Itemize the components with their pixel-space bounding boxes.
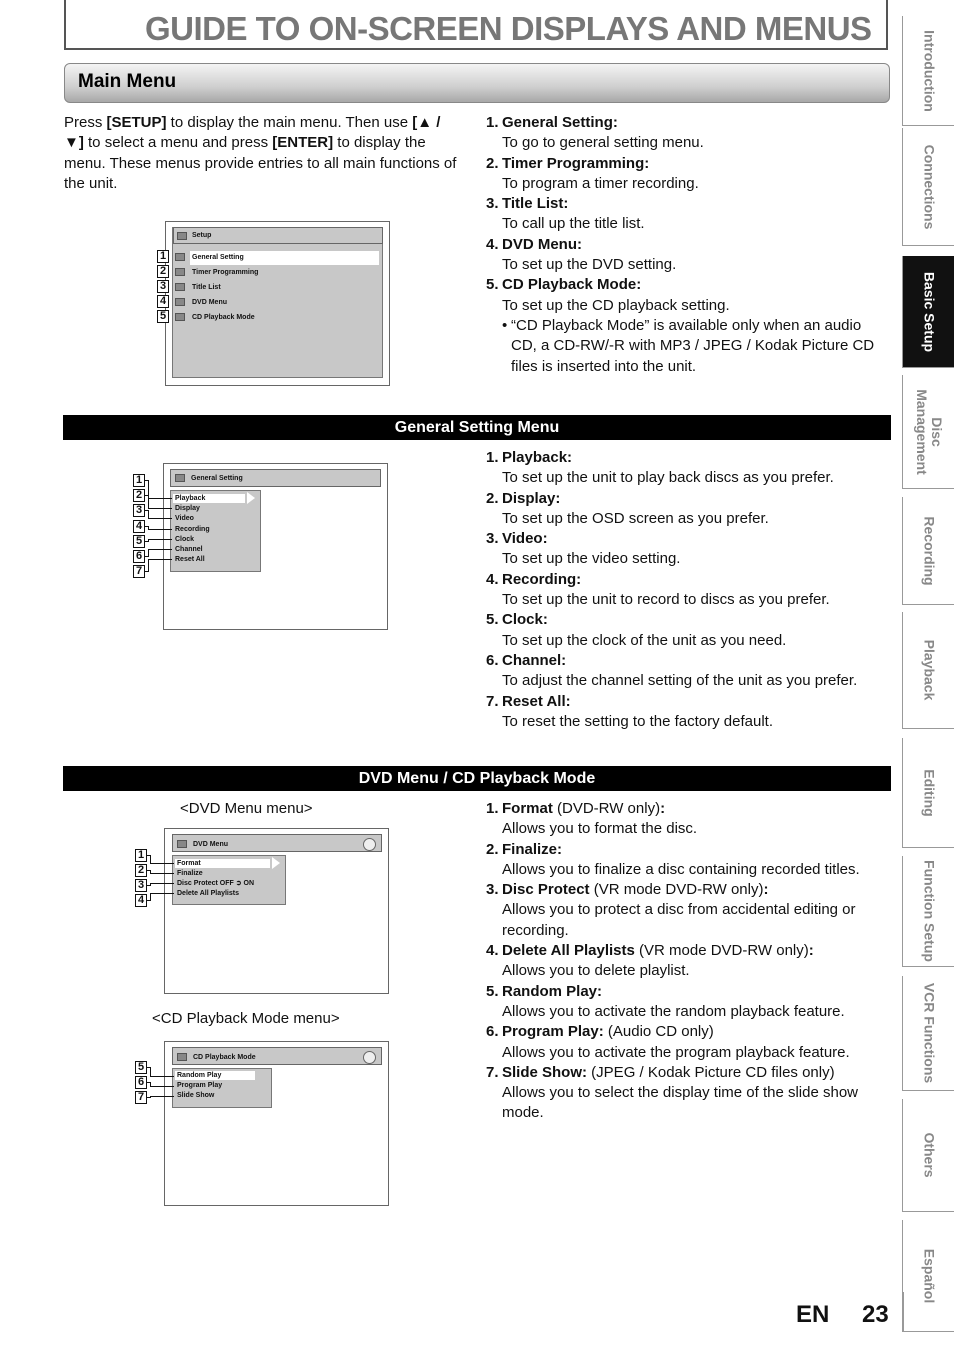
list-item-description: Allows you to format the disc. <box>502 820 698 838</box>
list-item-heading: Program Play: <box>502 1023 604 1041</box>
list-item-number: 5. <box>486 611 499 629</box>
list-item-heading: Title List: <box>502 195 569 213</box>
list-item-description: To set up the unit to record to discs as you prefer. <box>502 591 830 609</box>
list-item-note: (JPEG / Kodak Picture CD files only) <box>587 1063 835 1081</box>
list-item-heading: Slide Show: <box>502 1063 588 1081</box>
intro-text-segment: to select a menu and press <box>83 134 273 152</box>
side-tab-label: Disc Management <box>913 388 945 475</box>
screen-menu-item <box>173 535 245 544</box>
list-item-heading: Delete All Playlists <box>502 942 635 960</box>
side-tab-label: Connections <box>921 144 937 229</box>
setup-screen-title: Setup <box>192 232 212 239</box>
intro-text-segment: [▲ / ▼] <box>64 114 441 152</box>
list-item-description: To program a timer recording. <box>502 174 699 192</box>
callout-leader-line <box>150 1076 174 1077</box>
list-item <box>486 194 886 235</box>
list-item-heading: Recording: <box>502 570 582 588</box>
side-tab-label: Function Setup <box>921 860 937 962</box>
callout-number: 5 <box>135 1061 147 1074</box>
list-item <box>486 570 886 611</box>
list-item <box>486 529 886 570</box>
screen-menu-item <box>173 504 245 513</box>
dvd-cd-heading: DVD Menu / CD Playback Mode <box>63 766 891 791</box>
callout-leader-line <box>148 498 172 499</box>
list-item-heading: Format <box>502 800 553 817</box>
side-tab-label: Others <box>921 1132 937 1178</box>
list-item-heading: CD Playback Mode: <box>502 276 642 294</box>
list-item-number: 2. <box>486 154 499 172</box>
callout-leader-line <box>150 863 174 864</box>
callout-leader-line <box>148 549 172 550</box>
list-item-heading: Video: <box>502 530 548 548</box>
screen-menu-item-label: Delete All Playlists <box>177 890 239 897</box>
general-setting-heading: General Setting Menu <box>63 415 891 440</box>
callout-number: 4 <box>157 295 169 308</box>
list-item <box>486 840 886 881</box>
callout-leader-line <box>148 529 172 530</box>
callout-number: 2 <box>133 489 145 502</box>
side-tab-label: Editing <box>921 768 937 817</box>
list-note <box>486 316 886 377</box>
list-item-note: (Audio CD only) <box>603 1023 714 1041</box>
screen-menu-item-label: General Setting <box>192 254 244 261</box>
list-item-number: 5. <box>486 982 499 1000</box>
side-tab-label: VCR Functions <box>921 982 937 1084</box>
list-item <box>486 610 886 651</box>
intro-text-segment: to display the main menu. Then use <box>166 114 413 131</box>
list-item-heading: Channel: <box>502 651 567 669</box>
screen-menu-item-label: DVD Menu <box>192 299 227 306</box>
list-item-description: Allows you to finalize a disc containing recorded titles. <box>502 860 860 878</box>
menu-item-icon <box>175 283 185 291</box>
list-item-heading: Reset All: <box>502 692 571 710</box>
callout-number: 1 <box>133 474 145 487</box>
side-tab[interactable] <box>902 16 954 126</box>
callout-leader-line <box>148 526 149 530</box>
list-item-description: To set up the DVD setting. <box>502 256 677 274</box>
callout-number: 1 <box>157 250 169 263</box>
callout-leader-line <box>148 539 149 542</box>
cd-playback-screen <box>164 1041 389 1206</box>
screen-menu-item-label: Timer Programming <box>192 269 259 276</box>
list-item-number: 1. <box>486 800 499 817</box>
list-item-note: (DVD-RW only) <box>552 800 661 817</box>
list-item-number: 1. <box>486 114 499 131</box>
screen-menu-item <box>173 555 245 564</box>
callout-number: 4 <box>133 520 145 533</box>
callout-number: 3 <box>135 879 147 892</box>
list-item-description: To call up the title list. <box>502 215 645 233</box>
screen-menu-item-label: Display <box>175 505 200 513</box>
screen-menu-item-label: CD Playback Mode <box>192 314 255 321</box>
list-item-description: To set up the clock of the unit as you need. <box>502 631 787 649</box>
list-item-number: 2. <box>486 840 499 858</box>
callout-leader-line <box>150 883 151 886</box>
screen-menu-item-label: Clock <box>175 535 195 543</box>
intro-text-segment: Press <box>64 114 107 131</box>
list-item-heading: Disc Protect <box>502 881 590 899</box>
disc-icon <box>363 838 376 851</box>
screen-menu-item-label: Recording <box>175 525 210 533</box>
list-item-description: Allows you to activate the program playback feature. <box>502 1043 850 1061</box>
callout-leader-line <box>150 855 151 864</box>
side-tab[interactable] <box>902 856 954 967</box>
screen-menu-item-label: Video <box>175 515 194 523</box>
list-item <box>486 1063 886 1124</box>
setup-screen <box>165 221 390 386</box>
list-item <box>486 1022 886 1063</box>
side-tab[interactable] <box>902 375 954 489</box>
menu-item-icon <box>175 268 185 276</box>
callout-leader-line <box>148 495 149 509</box>
side-tab-label: Recording <box>921 515 937 586</box>
screen-menu-item <box>175 879 270 888</box>
list-item <box>486 651 886 692</box>
screen-menu-item-label: Channel <box>175 546 203 553</box>
callout-leader-line <box>148 549 149 557</box>
menu-item-icon <box>175 253 185 261</box>
screen-menu-item <box>175 869 270 878</box>
callout-leader-line <box>148 508 172 509</box>
page-number: 23 <box>862 1301 889 1328</box>
list-item-number: 3. <box>486 881 499 899</box>
screen-menu-item-label: Program Play <box>177 1082 223 1089</box>
list-item <box>486 982 886 1023</box>
list-item-colon: : <box>660 800 666 817</box>
submenu-arrow-icon <box>272 857 280 869</box>
side-tab-label: Playback <box>921 639 937 701</box>
callout-number: 6 <box>135 1076 147 1089</box>
list-item-number: 3. <box>486 195 499 213</box>
list-item-description: To set up the video setting. <box>502 550 681 568</box>
callout-leader-line <box>150 1086 174 1087</box>
list-item-number: 3. <box>486 530 499 548</box>
list-item-description: To set up the CD playback setting. <box>502 296 730 314</box>
callout-leader-line <box>150 1096 151 1098</box>
callout-number: 1 <box>135 849 147 862</box>
screen-menu-item-label: Finalize <box>177 870 203 877</box>
list-item-description: Allows you to activate the random playback feature. <box>502 1002 845 1020</box>
callout-leader-line <box>148 510 149 519</box>
callout-leader-line <box>150 893 151 901</box>
list-item-heading: Clock: <box>502 611 548 629</box>
list-item <box>486 235 886 276</box>
list-item-colon: : <box>763 881 769 899</box>
list-item-number: 4. <box>486 570 499 588</box>
list-item-heading: Timer Programming: <box>502 154 650 172</box>
cd-icon <box>177 1053 187 1061</box>
side-tab[interactable] <box>902 128 954 246</box>
main-menu-list <box>486 113 886 377</box>
screen-menu-item <box>175 1081 255 1090</box>
screen-menu-item <box>175 859 270 868</box>
main-menu-heading: Main Menu <box>78 71 177 92</box>
screen-menu-item <box>175 889 270 898</box>
wrench-icon <box>175 474 185 482</box>
callout-leader-line <box>150 1096 174 1097</box>
callout-leader-line <box>148 559 172 560</box>
callout-number: 2 <box>135 864 147 877</box>
list-item <box>486 113 886 154</box>
callout-number: 7 <box>135 1091 147 1104</box>
screen-menu-item-label: Playback <box>175 495 206 502</box>
list-item-number: 7. <box>486 692 499 710</box>
list-item-description: Allows you to protect a disc from accidental editing or recording. <box>502 901 856 939</box>
main-menu-header-bar <box>64 63 890 103</box>
disc-icon <box>363 1051 376 1064</box>
callout-number: 5 <box>133 535 145 548</box>
list-item-number: 1. <box>486 449 499 466</box>
dvd-menu-caption: <DVD Menu menu> <box>180 800 313 817</box>
list-item-heading: Finalize: <box>502 840 563 858</box>
list-item-heading: General Setting: <box>502 114 618 131</box>
side-tab-label: Español <box>921 1248 937 1303</box>
side-tab-label: Basic Setup <box>921 271 937 352</box>
side-tab[interactable] <box>902 612 954 729</box>
screen-menu-item-label: Disc Protect OFF ➲ ON <box>177 880 255 887</box>
side-tab[interactable] <box>902 976 954 1091</box>
list-item-number: 7. <box>486 1063 499 1081</box>
list-item-heading: Playback: <box>502 449 573 466</box>
menu-item-icon <box>175 298 185 306</box>
callout-number: 4 <box>135 894 147 907</box>
screen-menu-item-label: Reset All <box>175 556 205 564</box>
general-setting-screen-title: General Setting <box>191 475 243 482</box>
callout-leader-line <box>150 873 174 874</box>
side-tab-label: Introduction <box>921 29 937 112</box>
callout-number: 6 <box>133 550 145 563</box>
callout-leader-line <box>148 518 172 519</box>
list-item <box>486 489 886 530</box>
callout-leader-line <box>150 883 174 884</box>
list-item <box>486 154 886 195</box>
list-item-number: 4. <box>486 235 499 253</box>
main-menu-intro <box>64 113 464 194</box>
callout-number: 2 <box>157 265 169 278</box>
list-item-heading: Display: <box>502 489 561 507</box>
list-item-description: To set up the OSD screen as you prefer. <box>502 509 769 527</box>
callout-number: 3 <box>133 504 145 517</box>
side-tab[interactable] <box>902 1099 954 1212</box>
screen-menu-item <box>190 281 379 295</box>
side-tab[interactable] <box>902 497 954 605</box>
list-item-heading: Random Play: <box>502 982 603 1000</box>
screen-menu-item-label: Title List <box>192 284 221 291</box>
screen-menu-item <box>175 1091 255 1100</box>
callout-leader-line <box>150 1067 151 1077</box>
callout-number: 7 <box>133 565 145 578</box>
list-item-note: (VR mode DVD-RW only) <box>589 881 764 899</box>
side-tab[interactable] <box>902 738 954 848</box>
list-item-number: 6. <box>486 1023 499 1041</box>
callout-leader-line <box>148 539 172 540</box>
list-item <box>486 880 886 941</box>
side-tab[interactable] <box>902 256 954 368</box>
submenu-arrow-icon <box>247 492 255 504</box>
list-item <box>486 799 886 840</box>
general-setting-screen <box>163 463 388 630</box>
screen-menu-item <box>190 266 379 280</box>
list-item-colon: : <box>808 942 814 960</box>
list-item-number: 2. <box>486 489 499 507</box>
list-item-number: 6. <box>486 651 499 669</box>
list-item-note: (VR mode DVD-RW only) <box>634 942 809 960</box>
list-item-description: To reset the setting to the factory default. <box>502 712 773 730</box>
screen-menu-item <box>173 494 245 503</box>
general-setting-list <box>486 448 886 732</box>
list-item <box>486 941 886 982</box>
list-item <box>486 275 886 316</box>
dvd-cd-list <box>486 799 886 1124</box>
screen-menu-item-label: Format <box>177 860 201 867</box>
list-item-description: To go to general setting menu. <box>502 134 704 152</box>
list-item-heading: DVD Menu: <box>502 235 582 253</box>
list-item <box>486 448 886 489</box>
list-item-number: 5. <box>486 276 499 294</box>
screen-menu-item <box>190 251 379 265</box>
intro-text-segment: [SETUP] <box>106 114 167 131</box>
screen-menu-item <box>173 525 245 534</box>
screen-menu-item-label: Slide Show <box>177 1092 215 1099</box>
list-item-description: Allows you to delete playlist. <box>502 962 690 980</box>
cd-playback-caption: <CD Playback Mode menu> <box>152 1010 340 1027</box>
language-label: EN <box>796 1301 830 1328</box>
screen-menu-item <box>190 296 379 310</box>
list-item-description: Allows you to select the display time of the slide show mode. <box>502 1084 859 1122</box>
callout-number: 5 <box>157 310 169 323</box>
list-item-number: 4. <box>486 942 499 960</box>
screen-menu-item <box>173 545 245 554</box>
screen-menu-item <box>173 514 245 523</box>
intro-text-segment: to display the menu. These menus provide entries to all main functions of the unit. <box>64 134 457 192</box>
callout-leader-line <box>150 870 151 874</box>
menu-item-icon <box>175 313 185 321</box>
dvd-menu-screen-title: DVD Menu <box>193 841 228 848</box>
page-title: GUIDE TO ON-SCREEN DISPLAYS AND MENUS <box>145 10 872 47</box>
screen-menu-item <box>190 311 379 325</box>
list-item-description: To set up the unit to play back discs as you prefer. <box>502 469 834 487</box>
intro-text-segment: [ENTER] <box>272 134 334 152</box>
list-item <box>486 692 886 733</box>
dvd-icon <box>177 840 187 848</box>
callout-number: 3 <box>157 280 169 293</box>
setup-icon <box>177 232 187 240</box>
list-bullet-note: • “CD Playback Mode” is available only when an audio CD, a CD-RW/-R with MP3 / JPEG / Kodak Picture CD files is inserted into the unit. <box>502 316 886 377</box>
list-item-description: To adjust the channel setting of the unit as you prefer. <box>502 672 858 690</box>
screen-menu-item-label: Random Play <box>177 1072 222 1079</box>
cd-playback-screen-title: CD Playback Mode <box>193 1054 256 1061</box>
screen-menu-item <box>175 1071 255 1080</box>
callout-leader-line <box>150 893 174 894</box>
dvd-menu-screen <box>164 828 389 994</box>
callout-leader-line <box>150 1082 151 1087</box>
callout-leader-line <box>148 559 149 572</box>
side-tab[interactable] <box>902 1220 954 1332</box>
footer-divider <box>903 1292 904 1332</box>
